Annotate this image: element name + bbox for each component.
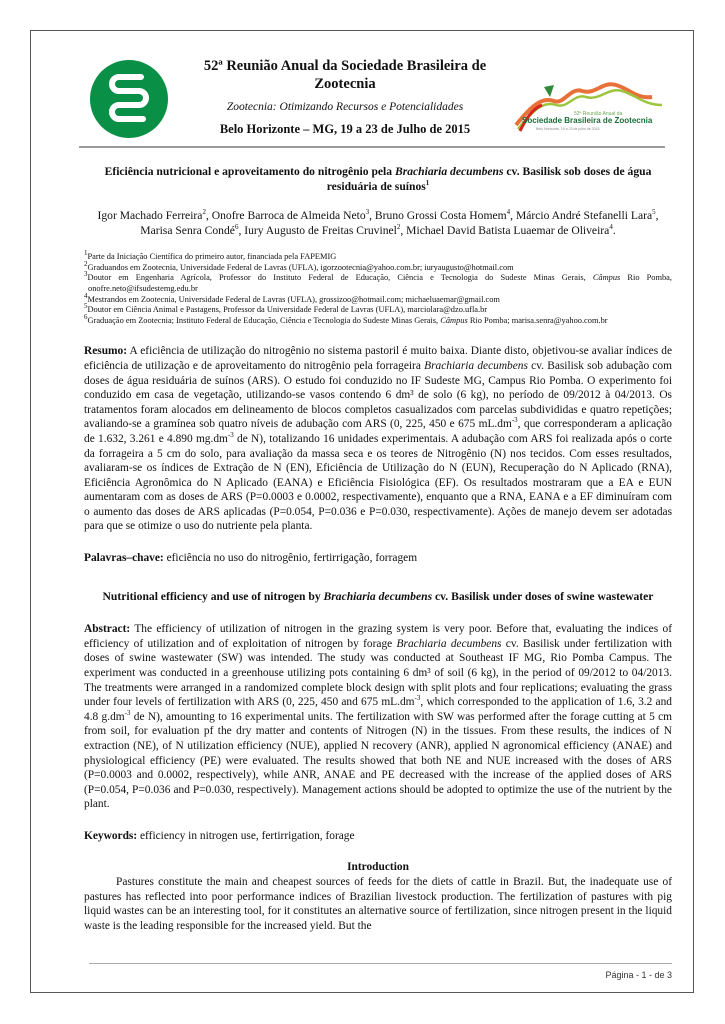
conference-place-date: Belo Horizonte – MG, 19 a 23 de Julho de 2015 [219,122,471,136]
keywords: Keywords: efficiency in nitrogen use, fertirrigation, forage [84,829,355,842]
abstract-label: Abstract: [84,623,131,636]
footer-divider [89,963,672,964]
author: Iury Augusto de Freitas Cruvinel$^2$ [244,222,401,237]
title-pt-text: Eficiência nutricional e aproveitamento do nitrogênio pela [104,165,395,178]
svg-text:Belo Horizonte, 19 a 23 de jul: Belo Horizonte, 19 a 23 de julho de 2015 [536,127,600,131]
svg-text:Sociedade Brasileira de Zootec: Sociedade Brasileira de Zootecnia [522,116,653,125]
title-pt-text-2: cv. Basilisk sob doses de água residuária de suínos [326,165,652,193]
abstract-paragraph: Abstract: The efficiency of utilization of nitrogen in the grazing system is very poor. Before that, evaluating the indices of efficiency of utilization and of exploitation of nitrogen by forage Brachiaria decumbens cv. Basilisk under fertilization with doses of swine wastewater (SW) was intended. The study was conducted at Southeast IF MG, Rio Pomba Campus. The experiment was conducted in a greenhouse utilizing pots containing 6 dm³ of soil (6 kg), in the period of 09/2012 to 04/2013. The treatments were arranged in a randomized complete block design with split plots and four replications; evaluating the grass under four levels of fertilization with ARS (0, 225, 450 and 675 $mL.dm^{-3}$, which corresponded to the application of 1.6, 3.2 and 4.8 $g.dm^{-3}$ de N), amounting to 16 experimental units. The fertilization with SW was performed after the forage cutting at 5 cm from soil, for evaluation pf the dry matter and contents of Nitrogen (N) in the tissues. From these results, the indices of N extraction (NE), of N utilization efficiency (NUE), applied N recovery (ANR), applied N agronomical efficiency (ANAE) and physiological efficiency (PE) were evaluated. The results showed that both NE and NUE increased with the doses of ARS (P=0.0003 and 0.0002, respectively), while ANR, ANAE and PE decreased with the increase of the applied doses of ARS (P=0.054, P=0.036 and P=0.030, respectively). Management actions should be adopted to optimize the use of the nutrient by the plant. [84,623,673,811]
sbz-green-circle-logo-icon [89,59,169,139]
author: Michael David Batista Luaemar de Oliveira$^4$ [406,222,613,237]
paper-body [84,165,672,933]
sbz-mountains-logo-icon [512,75,672,135]
resumo-label: Resumo: [84,345,128,358]
conference-title-line1: 52ª Reunião Anual da Sociedade Brasileira de [203,58,487,74]
conference-header [60,55,665,145]
paper-title-en: Nutritional efficiency and use of nitrogen by Brachiaria decumbens cv. Basilisk under doses of swine wastewater [102,589,654,603]
palavras-chave-label: Palavras–chave: [84,552,164,565]
introduction-heading: Introduction [347,861,409,874]
paper-title-pt [94,165,662,194]
author-list: Igor Machado Ferreira$^2$, Onofre Barroca de Almeida Neto$^3$, Bruno Grossi Costa Homem$^4$, Márcio André Stefanelli Lara$^5$, Marisa Senra Condé$^6$, Iury Augusto de Freitas Cruvinel$^2$, Michael David Batista Luaemar de Oliveira$^4$. [97,208,659,237]
title-pt-footnote-mark: 1 [425,178,430,187]
resumo-paragraph: Resumo: A eficiência de utilização do nitrogênio no sistema pastoril é muito baixa. Diante disto, objetivou-se avaliar índices de eficiência de utilização e de aproveitamento do nitrogênio pela forrageira Brachiaria decumbens cv. Basilisk sob adubação com doses de água residuária de suínos (ARS). O estudo foi conduzido no IF Sudeste MG, Campus Rio Pomba. O experimento foi conduzido em casa de vegetação, utilizando-se vasos contendo 6 dm³ de solo (6 kg), no período de 09/2012 à 04/2013. Os tratamentos foram alocados em delineamento de blocos completos casualizados com parcelas subdivididas e quatro repetições; avaliando-se a gramínea sob quatro níveis de adubação com ARS (0, 225, 450 e 675 $mL.dm^{-3}$, que corresponderam a aplicação de 1.632, 3.261 e 4.890 $mg.dm^{-3}$ de N), totalizando 16 unidades experimentais. A adubação com ARS foi realizada após o corte da forrageira a 5 cm do solo, para avaliação da massa seca e os teores de Nitrogênio (N) nos tecidos. Com esses resultados, avaliaram-se os índices de Extração de N (EN), Eficiência de Utilização do N (EUN), Recuperação do N Aplicado (RNA), Eficiência Agronômica do N Aplicado (EANA) e Eficiência Fisiológica (EF). Os resultados mostraram que a EA e EUN aumentaram com as doses de ARS (P=0.0003 e 0.0002, respectivamente), enquanto que a RNA, EANA e a EF diminuíram com o aumento das doses de ARS aplicadas (P=0.054, P=0.036 e P=0.030, respectivamente). Ações de manejo devem ser adotadas para que se otimize o uso do nutriente pela planta. [84,345,672,533]
affiliation-item: $^5$Doutor em Ciência Animal e Pastagens, Professor da Universidade Federal de Lavras (UFLA), marciolara@dzo.ufla.br [84,302,488,315]
affiliation-item: $^6$Graduação em Zootecnia; Instituto Federal de Educação, Ciência e Tecnologia do Sudeste Minas Gerais, Câmpus Rio Pomba; marisa.senra@yahoo.com.br [84,312,608,325]
conference-subtitle: Zootecnia: Otimizando Recursos e Potencialidades [226,101,464,113]
keywords-label: Keywords: [84,829,138,842]
conference-title-line2: Zootecnia [314,76,376,92]
header-divider [79,146,665,148]
affiliation-item: $^4$Mestrandos em Zootecnia, Universidade Federal de Lavras (UFLA), grossizoo@hotmail.com; michaeluaemar@gmail.com [84,291,500,304]
page-number: Página - 1 - de 3 [605,970,672,980]
author: Bruno Grossi Costa Homem$^4$ [374,208,511,222]
affiliations [84,249,672,326]
palavras-chave: Palavras–chave: eficiência no uso do nitrogênio, fertirrigação, forragem [84,552,418,565]
affiliation-item: $^1$Parte da Iniciação Científica do primeiro autor, financiada pela FAPEMIG [84,249,337,262]
title-pt-species: Brachiaria decumbens [394,165,504,178]
author: Marisa Senra Condé$^6$ [140,222,239,237]
svg-text:52ª Reunião Anual da: 52ª Reunião Anual da [574,111,623,117]
conference-title [180,57,510,93]
affiliation-item: $^2$Graduandos em Zootecnia, Universidade Federal de Lavras (UFLA), igorzootecnia@yahoo.com.br; iuryaugusto@hotmail.com [84,259,514,272]
conference-header-text [180,57,510,137]
author: Márcio André Stefanelli Lara$^5$ [515,208,656,222]
affiliation-item: $^3$Doutor em Engenharia Agrícola, Professor do Instituto Federal de Educação, Ciência e Tecnologia do Sudeste Minas Gerais, Câmpus Rio Pomba, onofre.neto@ifsudestemg.edu.br [84,270,672,293]
author: Igor Machado Ferreira$^2$ [97,208,206,222]
author: Onofre Barroca de Almeida Neto$^3$ [211,208,370,222]
introduction-paragraph: Pastures constitute the main and cheapest sources of feeds for the diets of cattle in Brazil. But, the inadequate use of pastures has reflected into poor performance indices of Brazilian livestock production. The fertilization of pastures with pig liquid wastes can be an interesting tool, for it constitutes an alternative source of fertilization, since nitrogen present in the liquid waste is the leading responsible for the increased yield. But the [84,876,672,932]
